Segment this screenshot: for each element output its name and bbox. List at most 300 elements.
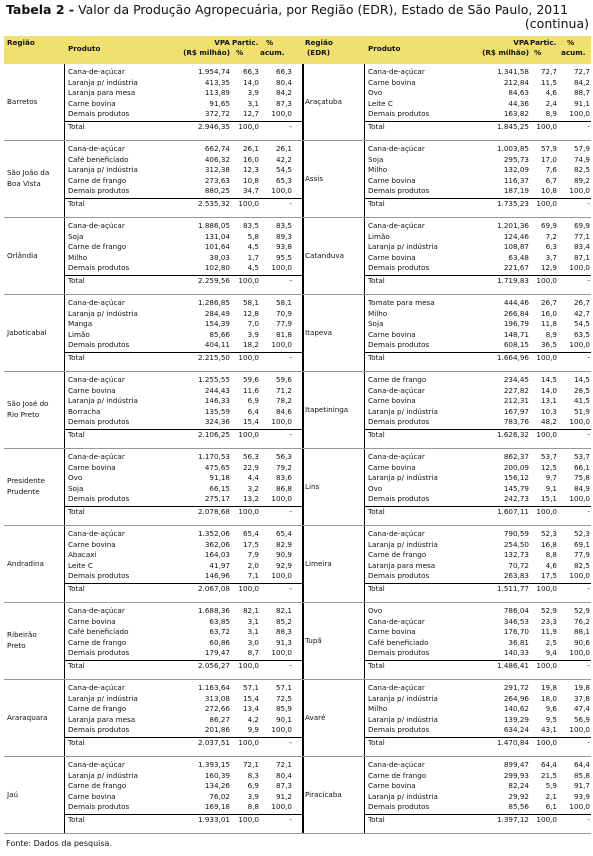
table-row: [64, 550, 302, 560]
table-row: [64, 263, 302, 273]
cell-vpa: 244,43: [204, 385, 230, 395]
cell-acum: -: [289, 506, 292, 516]
table-row: [64, 396, 302, 406]
cell-acum: 57,9: [573, 144, 590, 153]
cell-acum: 92,9: [275, 560, 292, 570]
cell-acum: 100,0: [271, 186, 292, 195]
region-name-line: Barretos: [7, 97, 38, 106]
table-row: [364, 694, 591, 704]
cell-partic: 16,0: [242, 154, 259, 164]
cell-acum: 76,2: [573, 616, 590, 626]
region-name-line: Avaré: [305, 713, 326, 722]
cell-produto: Carne bovina: [68, 462, 116, 472]
cell-partic: 100,0: [536, 506, 557, 516]
region-name: [305, 789, 342, 800]
cell-vpa: 662,74: [204, 144, 230, 153]
region-name-line: Tupã: [305, 636, 322, 645]
cell-vpa: 786,04: [503, 606, 529, 615]
table-row: [364, 683, 591, 693]
table-row: [364, 340, 591, 350]
table-row: [364, 78, 591, 88]
cell-vpa: 372,72: [204, 109, 230, 118]
table-row: [64, 109, 302, 119]
cell-partic: 5,8: [247, 231, 259, 241]
cell-acum: 87,3: [275, 98, 292, 108]
cell-acum: 100,0: [569, 494, 590, 503]
region-name: [305, 635, 322, 646]
cell-vpa: 346,53: [503, 616, 529, 626]
cell-vpa: 899,47: [503, 760, 529, 769]
region-name-line: Assis: [305, 174, 324, 183]
header-vpa-unit: (R$ milhão): [183, 48, 230, 57]
cell-acum: 91,3: [275, 637, 292, 647]
cell-partic: 3,1: [247, 616, 259, 626]
cell-vpa: 1.886,05: [197, 221, 230, 230]
cell-acum: 71,2: [275, 385, 292, 395]
cell-acum: 89,3: [275, 231, 292, 241]
cell-partic: 100,0: [238, 660, 259, 670]
cell-produto: Laranja p/ indústria: [368, 791, 438, 801]
cell-vpa: 2.078,68: [197, 506, 230, 516]
table-row: [364, 298, 591, 308]
table-row: [64, 781, 302, 791]
cell-partic: 8,9: [545, 109, 557, 118]
region-block: [4, 603, 591, 680]
table-continuation: (continua): [524, 16, 589, 31]
cell-produto: Laranja p/ indústria: [68, 77, 138, 87]
cell-vpa: 1.845,25: [496, 121, 529, 131]
cell-produto: Cana-de-açúcar: [68, 452, 125, 461]
cell-produto: Carne bovina: [368, 252, 416, 262]
cell-partic: 16,8: [540, 539, 557, 549]
cell-partic: 13,4: [242, 704, 259, 713]
header-acum-right: %: [567, 38, 575, 47]
region-name-line: Jaú: [7, 790, 19, 799]
cell-vpa: 1.170,53: [197, 452, 230, 461]
cell-vpa: 160,39: [204, 770, 230, 780]
cell-vpa: 2.215,50: [197, 352, 230, 362]
table-row: [64, 319, 302, 329]
data-table: [4, 36, 591, 834]
cell-acum: 100,0: [569, 571, 590, 580]
cell-acum: 100,0: [569, 340, 590, 349]
cell-produto: Laranja p/ indústria: [368, 406, 438, 416]
cell-partic: 16,0: [540, 308, 557, 318]
cell-vpa: 264,96: [503, 693, 529, 703]
cell-produto: Laranja para mesa: [68, 88, 136, 97]
cell-vpa: 70,72: [508, 560, 529, 570]
cell-vpa: 880,25: [204, 186, 230, 195]
table-row: [364, 704, 591, 714]
table-row: [364, 176, 591, 186]
cell-partic: 3,7: [545, 252, 557, 262]
header-partic-right: Partic.: [530, 38, 557, 47]
region-name: [7, 558, 44, 569]
cell-acum: -: [289, 737, 292, 747]
table-row: [364, 263, 591, 273]
table-row: [64, 242, 302, 252]
table-row: [64, 452, 302, 462]
table-row: [364, 417, 591, 427]
header-partic-unit: %: [236, 48, 244, 57]
cell-partic: 6,4: [247, 406, 259, 416]
cell-partic: 7,6: [545, 165, 557, 174]
cell-produto: Café beneficiado: [68, 627, 129, 636]
cell-produto: Demais produtos: [368, 263, 430, 272]
region-name: [7, 712, 48, 723]
cell-produto: Laranja para mesa: [368, 560, 436, 570]
cell-vpa: 299,93: [503, 770, 529, 780]
cell-vpa: 196,79: [503, 319, 529, 328]
cell-acum: 93,9: [573, 791, 590, 801]
cell-partic: 100,0: [536, 198, 557, 208]
cell-acum: 80,4: [275, 770, 292, 780]
cell-acum: 100,0: [569, 648, 590, 657]
cell-produto: Cana-de-açúcar: [368, 385, 425, 395]
cell-vpa: 634,24: [503, 725, 529, 734]
cell-partic: 19,8: [540, 683, 557, 692]
cell-partic: 22,9: [242, 462, 259, 472]
cell-acum: 72,5: [275, 693, 292, 703]
cell-produto: Ovo: [68, 473, 83, 482]
table-row: [64, 386, 302, 396]
cell-acum: 79,2: [275, 462, 292, 472]
cell-partic: 4,5: [247, 242, 259, 251]
region-name-line: São João da: [7, 168, 50, 177]
cell-produto: Demais produtos: [68, 340, 130, 349]
table-row: [364, 396, 591, 406]
cell-vpa: 1.352,06: [197, 529, 230, 538]
cell-produto: Carne de frango: [68, 637, 127, 647]
cell-acum: 42,2: [275, 154, 292, 164]
cell-vpa: 66,15: [209, 483, 230, 493]
cell-vpa: 444,46: [503, 298, 529, 307]
cell-produto: Total: [68, 352, 85, 362]
cell-vpa: 1.341,58: [496, 67, 529, 76]
cell-partic: 9,4: [545, 648, 557, 657]
header-produto-right: Produto: [368, 44, 401, 53]
cell-partic: 17,0: [540, 154, 557, 164]
cell-vpa: 2.106,25: [197, 429, 230, 439]
header-vpa-right: VPA: [513, 38, 529, 47]
cell-acum: 95,5: [275, 252, 292, 262]
cell-produto: Carne de frango: [68, 704, 127, 713]
table-row: [364, 648, 591, 658]
cell-partic: 100,0: [536, 660, 557, 670]
cell-partic: 100,0: [536, 814, 557, 824]
table-row: [364, 715, 591, 725]
table-row: [64, 253, 302, 263]
table-row: [64, 571, 302, 581]
header-acum-unit-right: acum.: [561, 48, 586, 57]
cell-partic: 82,1: [242, 606, 259, 615]
region-block: [4, 218, 591, 295]
cell-produto: Total: [68, 737, 85, 747]
cell-produto: Total: [368, 121, 385, 131]
cell-vpa: 2.037,51: [197, 737, 230, 747]
cell-vpa: 1.735,23: [496, 198, 529, 208]
cell-partic: 2,4: [545, 98, 557, 108]
table-row: [364, 452, 591, 462]
table-row: [364, 571, 591, 581]
cell-partic: 6,9: [247, 781, 259, 790]
cell-acum: 75,8: [573, 473, 590, 482]
cell-partic: 6,1: [545, 802, 557, 811]
cell-vpa: 1.163,64: [197, 683, 230, 692]
table-row: [64, 648, 302, 658]
cell-acum: 19,8: [573, 683, 590, 692]
region-name-line: Itapetininga: [305, 405, 349, 414]
region-block: [4, 680, 591, 757]
cell-produto: Demais produtos: [368, 648, 430, 657]
table-row: [64, 78, 302, 88]
cell-partic: 57,9: [540, 144, 557, 153]
table-row: [64, 340, 302, 350]
cell-partic: 3,1: [247, 98, 259, 108]
cell-acum: 66,3: [275, 67, 292, 76]
cell-produto: Ovo: [368, 483, 383, 493]
cell-acum: -: [587, 814, 590, 824]
cell-produto: Cana-de-açúcar: [68, 67, 125, 76]
cell-produto: Total: [68, 583, 85, 593]
cell-acum: 54,5: [573, 319, 590, 328]
cell-vpa: 132,09: [503, 165, 529, 174]
cell-produto: Total: [368, 275, 385, 285]
cell-produto: Carne bovina: [368, 329, 416, 339]
cell-acum: -: [289, 660, 292, 670]
cell-produto: Cana-de-açúcar: [68, 375, 125, 384]
cell-acum: 69,1: [573, 539, 590, 549]
table-row: [364, 638, 591, 648]
cell-produto: Total: [68, 506, 85, 516]
cell-acum: -: [587, 275, 590, 285]
table-row: [364, 386, 591, 396]
cell-produto: Laranja p/ indústria: [68, 770, 138, 780]
region-name-line: Jaboticabal: [7, 328, 47, 337]
table-row: [364, 144, 591, 154]
table-row: [64, 186, 302, 196]
cell-vpa: 266,84: [503, 308, 529, 318]
region-name: [7, 167, 49, 189]
cell-acum: 100,0: [271, 109, 292, 118]
cell-produto: Limão: [368, 231, 390, 241]
cell-partic: 100,0: [238, 737, 259, 747]
cell-acum: 84,2: [573, 77, 590, 87]
cell-partic: 23,3: [540, 616, 557, 626]
cell-partic: 100,0: [536, 121, 557, 131]
region-name: [7, 250, 38, 261]
cell-acum: 90,1: [275, 714, 292, 724]
cell-partic: 58,1: [242, 298, 259, 307]
cell-acum: 100,0: [271, 494, 292, 503]
cell-produto: Laranja p/ indústria: [68, 693, 138, 703]
cell-partic: 9,7: [545, 473, 557, 482]
cell-acum: 66,1: [573, 462, 590, 472]
table-row: [364, 617, 591, 627]
table-row: [64, 715, 302, 725]
total-row: [364, 121, 591, 132]
cell-produto: Demais produtos: [68, 263, 130, 272]
cell-acum: 84,2: [275, 88, 292, 97]
region-name: [305, 96, 342, 107]
table-row: [64, 473, 302, 483]
cell-partic: 8,3: [247, 770, 259, 780]
cell-partic: 14,0: [540, 385, 557, 395]
table-body: [4, 64, 591, 834]
cell-acum: 84,9: [573, 483, 590, 493]
cell-partic: 66,3: [242, 67, 259, 76]
column-separator: [302, 141, 304, 217]
table-row: [364, 529, 591, 539]
header-vpa-unit-right: (R$ milhão): [482, 48, 529, 57]
cell-acum: 90,6: [573, 637, 590, 647]
region-name-line: Preto: [7, 641, 26, 650]
cell-produto: Total: [368, 583, 385, 593]
cell-vpa: 91,65: [209, 98, 230, 108]
total-row: [364, 198, 591, 209]
cell-acum: -: [289, 275, 292, 285]
cell-acum: 83,5: [275, 221, 292, 230]
cell-produto: Total: [368, 506, 385, 516]
cell-produto: Demais produtos: [368, 340, 430, 349]
cell-acum: 85,2: [275, 616, 292, 626]
cell-vpa: 2.056,27: [197, 660, 230, 670]
cell-partic: 3,9: [247, 791, 259, 801]
cell-acum: -: [587, 121, 590, 131]
table-row: [364, 463, 591, 473]
cell-produto: Carne bovina: [368, 627, 416, 636]
cell-partic: 11,9: [540, 627, 557, 636]
cell-produto: Total: [368, 429, 385, 439]
region-name: [7, 789, 18, 800]
cell-partic: 3,9: [247, 329, 259, 339]
cell-partic: 83,5: [242, 221, 259, 230]
cell-produto: Carne bovina: [368, 781, 416, 790]
cell-vpa: 148,71: [503, 329, 529, 339]
cell-vpa: 179,47: [204, 648, 230, 657]
cell-vpa: 1.688,36: [197, 606, 230, 615]
region-block: [4, 757, 591, 834]
table-row: [364, 67, 591, 77]
cell-produto: Demais produtos: [68, 725, 130, 734]
cell-produto: Demais produtos: [368, 109, 430, 118]
cell-produto: Carne bovina: [368, 77, 416, 87]
cell-vpa: 1.626,32: [496, 429, 529, 439]
cell-acum: 87,3: [275, 781, 292, 790]
cell-produto: Total: [368, 814, 385, 824]
cell-produto: Carne bovina: [68, 616, 116, 626]
cell-partic: 12,9: [540, 263, 557, 272]
cell-produto: Leite C: [368, 98, 393, 108]
cell-vpa: 201,86: [204, 725, 230, 734]
cell-acum: 82,5: [573, 165, 590, 174]
table-row: [364, 253, 591, 263]
cell-acum: 56,3: [275, 452, 292, 461]
cell-produto: Cana-de-açúcar: [368, 616, 425, 626]
cell-produto: Demais produtos: [68, 109, 130, 118]
cell-partic: 2,5: [545, 637, 557, 647]
region-name-line: Araraquara: [7, 713, 48, 722]
cell-acum: 37,8: [573, 693, 590, 703]
cell-acum: 82,9: [275, 539, 292, 549]
source-note: Fonte: Dados da pesquisa.: [6, 839, 112, 848]
cell-vpa: 84,63: [508, 88, 529, 97]
cell-partic: 18,0: [540, 693, 557, 703]
cell-acum: 100,0: [271, 648, 292, 657]
total-row: [64, 121, 302, 132]
cell-produto: Milho: [368, 308, 388, 318]
cell-produto: Laranja p/ indústria: [68, 165, 138, 174]
column-separator: [302, 64, 304, 140]
region-name: [305, 404, 348, 415]
cell-vpa: 76,02: [209, 791, 230, 801]
table-title: [6, 3, 591, 17]
cell-partic: 72,1: [242, 760, 259, 769]
cell-partic: 52,9: [540, 606, 557, 615]
table-row: [64, 617, 302, 627]
cell-vpa: 85,66: [209, 329, 230, 339]
table-row: [364, 540, 591, 550]
cell-produto: Carne de frango: [368, 375, 427, 384]
cell-acum: 91,2: [275, 791, 292, 801]
cell-acum: 77,9: [275, 319, 292, 328]
cell-vpa: 108,87: [503, 242, 529, 251]
cell-produto: Carne bovina: [368, 396, 416, 405]
cell-vpa: 1.201,36: [496, 221, 529, 230]
cell-vpa: 1.954,74: [197, 67, 230, 76]
table-row: [64, 309, 302, 319]
cell-produto: Carne bovina: [68, 791, 116, 801]
cell-acum: -: [289, 814, 292, 824]
cell-acum: 100,0: [271, 802, 292, 811]
table-row: [364, 792, 591, 802]
table-row: [364, 221, 591, 231]
cell-acum: 88,7: [573, 88, 590, 97]
cell-vpa: 86,27: [209, 714, 230, 724]
cell-produto: Demais produtos: [68, 186, 130, 195]
header-regiao-edr: Região: [305, 38, 333, 47]
cell-acum: 74,9: [573, 154, 590, 164]
cell-vpa: 475,65: [204, 462, 230, 472]
cell-acum: 84,6: [275, 406, 292, 416]
region-name: [305, 327, 332, 338]
table-row: [364, 760, 591, 770]
cell-partic: 3,9: [247, 88, 259, 97]
cell-produto: Cana-de-açúcar: [68, 221, 125, 230]
cell-vpa: 156,12: [503, 473, 529, 482]
cell-vpa: 116,37: [503, 175, 529, 185]
cell-vpa: 212,84: [503, 77, 529, 87]
cell-partic: 21,5: [540, 770, 557, 780]
cell-acum: 57,1: [275, 683, 292, 692]
cell-partic: 12,7: [242, 109, 259, 118]
table-row: [364, 186, 591, 196]
cell-vpa: 139,29: [503, 714, 529, 724]
cell-vpa: 1.664,96: [496, 352, 529, 362]
cell-partic: 4,2: [247, 714, 259, 724]
cell-partic: 100,0: [536, 737, 557, 747]
header-vpa: VPA: [214, 38, 230, 47]
total-row: [64, 198, 302, 209]
table-row: [364, 484, 591, 494]
cell-vpa: 313,08: [204, 693, 230, 703]
table-row: [364, 725, 591, 735]
cell-acum: 89,2: [573, 175, 590, 185]
cell-acum: 87,1: [573, 252, 590, 262]
cell-vpa: 312,38: [204, 165, 230, 174]
column-separator: [302, 218, 304, 294]
cell-partic: 100,0: [536, 275, 557, 285]
